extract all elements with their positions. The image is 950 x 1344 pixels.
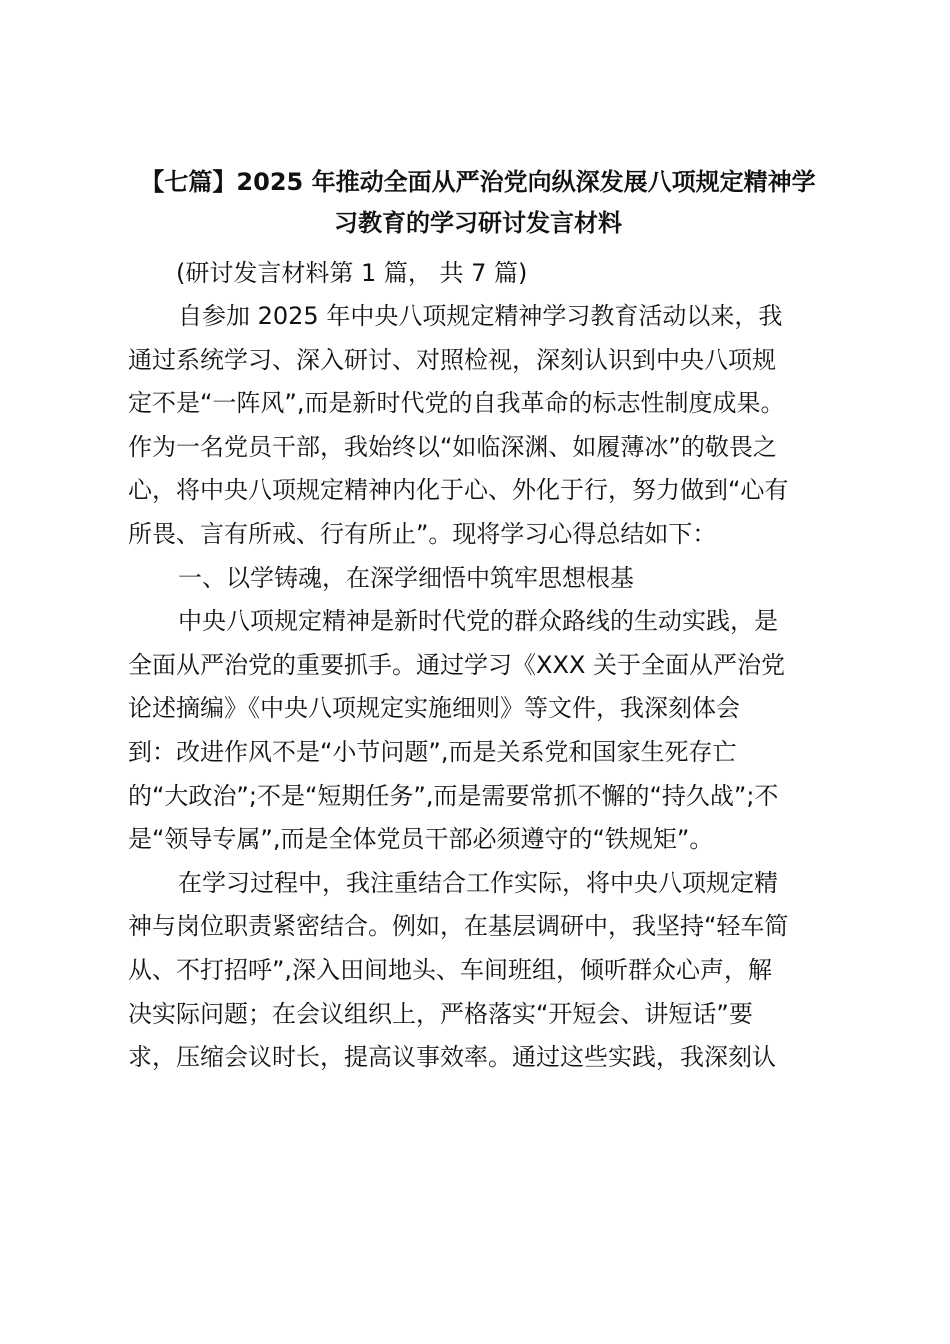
document-page xyxy=(128,162,828,1080)
text-line: 作为一名党员干部，我始终以“如临深渊、如履薄冰”的敬畏之 xyxy=(128,432,777,461)
text-line: 通过系统学习、深入研讨、对照检视，深刻认识到中央八项规 xyxy=(128,345,776,374)
paragraph-intro xyxy=(128,295,828,557)
document-subtitle: (研讨发言材料第 1 篇， 共 7 篇) xyxy=(176,259,528,287)
text-line: 从、不打招呼”,深入田间地头、车间班组，倾听群众心声，解 xyxy=(128,955,773,984)
title-line: 【七篇】2025 年推动全面从严治党向纵深发展八项规定精神学 xyxy=(140,168,816,196)
text-line: 神与岗位职责紧密结合。例如，在基层调研中，我坚持“轻车简 xyxy=(128,912,789,941)
text-line: 到：改进作风不是“小节问题”,而是关系党和国家生死存亡 xyxy=(128,737,737,766)
title-line: 习教育的学习研讨发言材料 xyxy=(334,209,622,237)
text-line: 论述摘编》《中央八项规定实施细则》等文件，我深刻体会 xyxy=(128,694,740,723)
text-line: 中央八项规定精神是新时代党的群众路线的生动实践，是 xyxy=(178,607,778,636)
document-title xyxy=(128,162,828,244)
text-line: 决实际问题；在会议组织上，严格落实“开短会、讲短话”要 xyxy=(128,999,753,1028)
paragraph-practice xyxy=(128,862,828,1080)
text-line: 的“大政治”;不是“短期任务”,而是需要常抓不懈的“持久战”;不 xyxy=(128,781,779,810)
text-line: 定不是“一阵风”,而是新时代党的自我革命的标志性制度成果。 xyxy=(128,389,785,418)
text-line: 在学习过程中，我注重结合工作实际，将中央八项规定精 xyxy=(178,868,778,897)
text-line: 自参加 2025 年中央八项规定精神学习教育活动以来，我 xyxy=(178,302,783,330)
text-line: 求，压缩会议时长，提高议事效率。通过这些实践，我深刻认 xyxy=(128,1043,776,1072)
paragraph-section1 xyxy=(128,600,828,862)
text-line: 所畏、言有所戒、行有所止”。现将学习心得总结如下： xyxy=(128,519,717,548)
text-line: 是“领导专属”,而是全体党员干部必须遵守的“铁规矩”。 xyxy=(128,825,714,854)
text-line: 心，将中央八项规定精神内化于心、外化于行，努力做到“心有 xyxy=(128,476,789,505)
heading-text: 一、以学铸魂，在深学细悟中筑牢思想根基 xyxy=(178,563,634,592)
section-heading xyxy=(128,557,828,601)
text-line: 全面从严治党的重要抓手。通过学习《XXX 关于全面从严治党 xyxy=(128,650,785,679)
